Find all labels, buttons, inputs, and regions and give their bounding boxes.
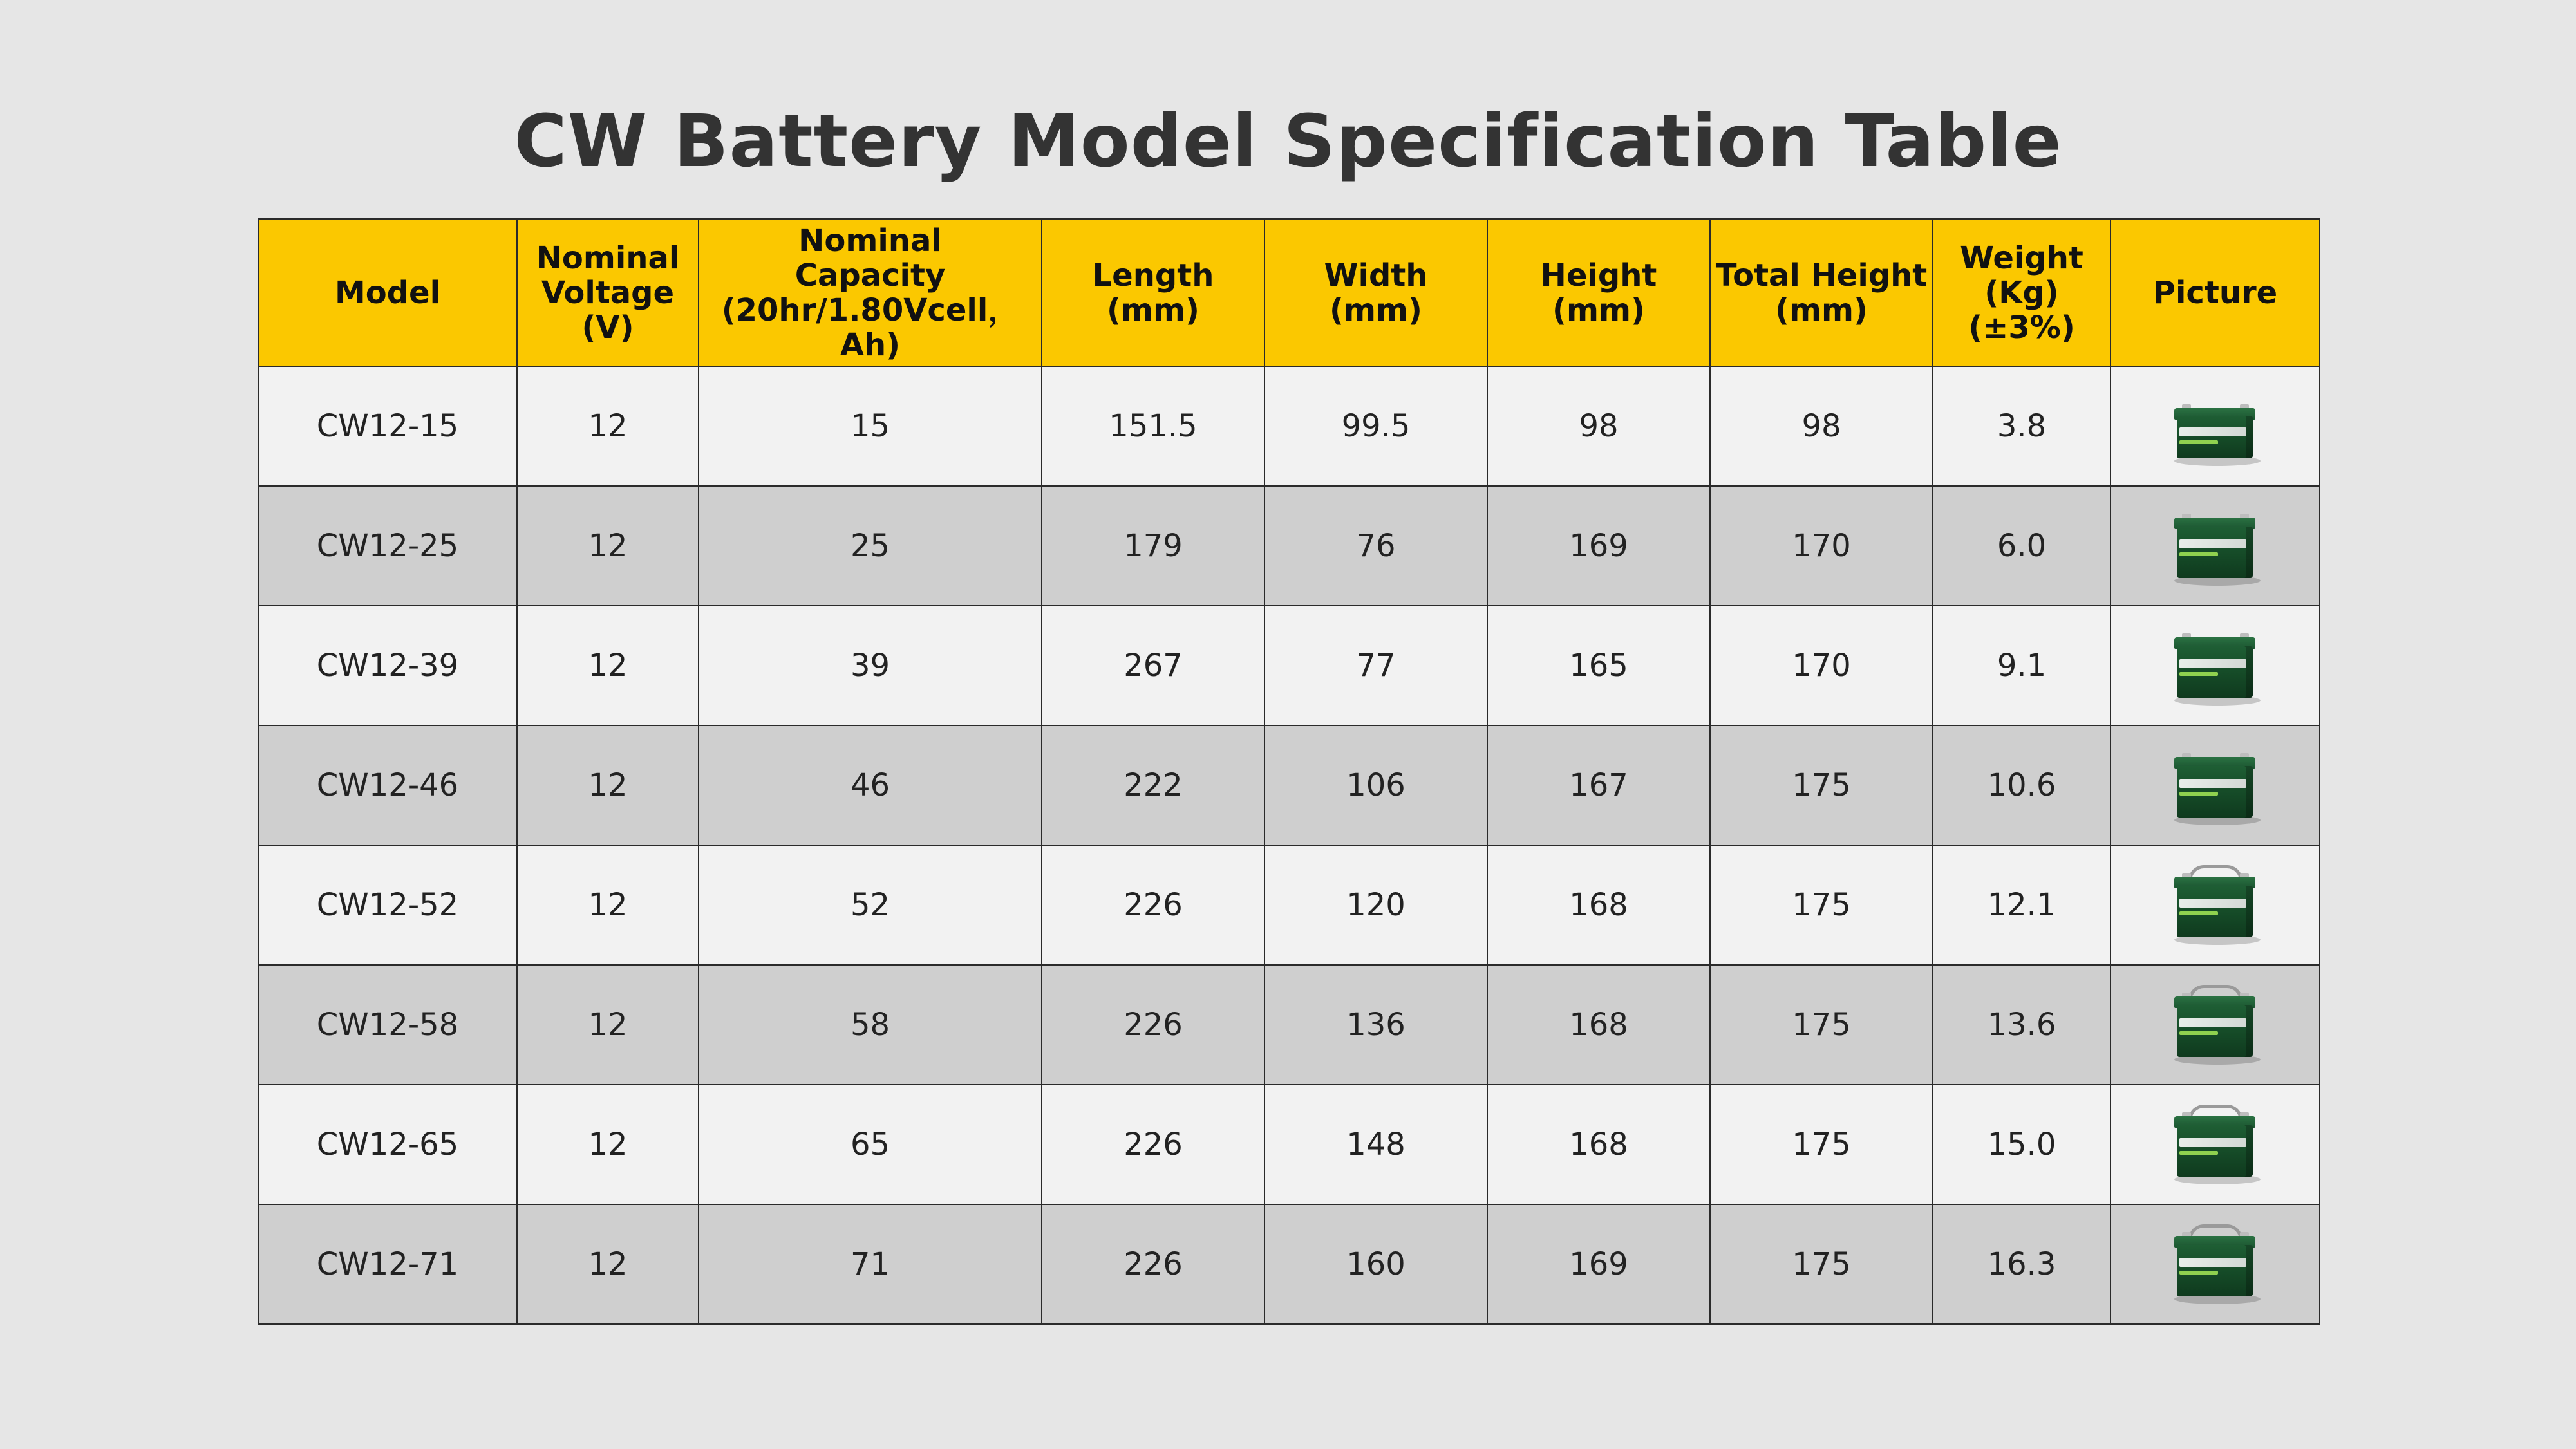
battery-with-handle-icon bbox=[2170, 989, 2261, 1061]
cell-voltage: 12 bbox=[517, 606, 699, 725]
cell-width: 76 bbox=[1264, 486, 1487, 606]
header-weight-line2: (Kg)(±3%) bbox=[1968, 274, 2075, 346]
battery-with-handle-icon bbox=[2170, 1228, 2261, 1300]
header-voltage-line1: Nominal bbox=[536, 239, 680, 276]
header-total-height-line2: (mm) bbox=[1775, 292, 1868, 328]
cell-voltage: 12 bbox=[517, 725, 699, 845]
cell-model: CW12-71 bbox=[258, 1204, 517, 1324]
cell-weight: 16.3 bbox=[1933, 1204, 2111, 1324]
battery-with-handle-icon bbox=[2170, 869, 2261, 941]
cell-capacity: 39 bbox=[699, 606, 1042, 725]
cell-length: 226 bbox=[1042, 1204, 1264, 1324]
battery-icon bbox=[2170, 749, 2261, 821]
cell-width: 136 bbox=[1264, 965, 1487, 1085]
header-voltage-line2: Voltage bbox=[541, 274, 675, 311]
cell-voltage: 12 bbox=[517, 965, 699, 1085]
spec-table bbox=[258, 218, 2320, 1325]
header-capacity-line2: Capacity bbox=[794, 257, 946, 294]
cell-capacity: 25 bbox=[699, 486, 1042, 606]
cell-voltage: 12 bbox=[517, 1085, 699, 1204]
cell-height: 165 bbox=[1487, 606, 1710, 725]
header-height-line1: Height bbox=[1540, 257, 1657, 294]
header-height bbox=[1487, 219, 1710, 366]
cell-picture bbox=[2111, 845, 2320, 965]
header-height-line2: (mm) bbox=[1552, 292, 1645, 328]
cell-width: 160 bbox=[1264, 1204, 1487, 1324]
cell-model: CW12-46 bbox=[258, 725, 517, 845]
table-row bbox=[258, 725, 2320, 845]
header-width-line1: Width bbox=[1324, 257, 1428, 294]
table-row bbox=[258, 606, 2320, 725]
cell-height: 168 bbox=[1487, 1085, 1710, 1204]
battery-with-handle-icon bbox=[2170, 1108, 2261, 1181]
cell-total-height: 175 bbox=[1710, 725, 1933, 845]
cell-model: CW12-58 bbox=[258, 965, 517, 1085]
cell-voltage: 12 bbox=[517, 845, 699, 965]
table-header-row bbox=[258, 219, 2320, 366]
cell-capacity: 46 bbox=[699, 725, 1042, 845]
cell-length: 226 bbox=[1042, 965, 1264, 1085]
battery-icon bbox=[2170, 630, 2261, 702]
cell-length: 267 bbox=[1042, 606, 1264, 725]
cell-model: CW12-15 bbox=[258, 366, 517, 486]
table-row bbox=[258, 486, 2320, 606]
header-width-line2: (mm) bbox=[1330, 292, 1422, 328]
cell-total-height: 98 bbox=[1710, 366, 1933, 486]
cell-length: 226 bbox=[1042, 1085, 1264, 1204]
header-total-height-line1: Total Height bbox=[1715, 257, 1928, 294]
cell-weight: 10.6 bbox=[1933, 725, 2111, 845]
header-length-line1: Length bbox=[1092, 257, 1214, 294]
header-capacity-line1: Nominal bbox=[798, 222, 942, 259]
cell-capacity: 71 bbox=[699, 1204, 1042, 1324]
cell-picture bbox=[2111, 606, 2320, 725]
cell-total-height: 175 bbox=[1710, 965, 1933, 1085]
cell-width: 148 bbox=[1264, 1085, 1487, 1204]
cell-weight: 9.1 bbox=[1933, 606, 2111, 725]
header-picture bbox=[2111, 219, 2320, 366]
page-title: CW Battery Model Specification Table bbox=[514, 100, 2062, 183]
cell-height: 169 bbox=[1487, 486, 1710, 606]
cell-height: 168 bbox=[1487, 965, 1710, 1085]
cell-weight: 15.0 bbox=[1933, 1085, 2111, 1204]
header-model bbox=[258, 219, 517, 366]
cell-length: 222 bbox=[1042, 725, 1264, 845]
cell-voltage: 12 bbox=[517, 366, 699, 486]
cell-model: CW12-52 bbox=[258, 845, 517, 965]
cell-length: 151.5 bbox=[1042, 366, 1264, 486]
cell-height: 168 bbox=[1487, 845, 1710, 965]
header-voltage bbox=[517, 219, 699, 366]
cell-width: 99.5 bbox=[1264, 366, 1487, 486]
header-weight bbox=[1933, 219, 2111, 366]
table-row bbox=[258, 845, 2320, 965]
cell-capacity: 15 bbox=[699, 366, 1042, 486]
cell-capacity: 65 bbox=[699, 1085, 1042, 1204]
cell-length: 179 bbox=[1042, 486, 1264, 606]
header-capacity-line3: (20hr/1.80Vcell，Ah) bbox=[721, 292, 1019, 363]
cell-total-height: 170 bbox=[1710, 606, 1933, 725]
header-length bbox=[1042, 219, 1264, 366]
cell-picture bbox=[2111, 965, 2320, 1085]
cell-model: CW12-39 bbox=[258, 606, 517, 725]
cell-weight: 6.0 bbox=[1933, 486, 2111, 606]
table-row bbox=[258, 1085, 2320, 1204]
header-length-line2: (mm) bbox=[1107, 292, 1199, 328]
battery-icon bbox=[2170, 390, 2261, 462]
battery-icon bbox=[2170, 510, 2261, 582]
header-total-height bbox=[1710, 219, 1933, 366]
cell-width: 120 bbox=[1264, 845, 1487, 965]
cell-capacity: 58 bbox=[699, 965, 1042, 1085]
cell-model: CW12-25 bbox=[258, 486, 517, 606]
cell-picture bbox=[2111, 1085, 2320, 1204]
cell-picture bbox=[2111, 1204, 2320, 1324]
cell-model: CW12-65 bbox=[258, 1085, 517, 1204]
cell-weight: 3.8 bbox=[1933, 366, 2111, 486]
cell-total-height: 175 bbox=[1710, 845, 1933, 965]
cell-weight: 13.6 bbox=[1933, 965, 2111, 1085]
table-row bbox=[258, 1204, 2320, 1324]
cell-total-height: 175 bbox=[1710, 1204, 1933, 1324]
header-width bbox=[1264, 219, 1487, 366]
header-picture-label: Picture bbox=[2152, 274, 2278, 311]
header-voltage-line3: (V) bbox=[581, 309, 634, 346]
header-capacity bbox=[699, 219, 1042, 366]
cell-width: 106 bbox=[1264, 725, 1487, 845]
header-weight-line1: Weight bbox=[1960, 239, 2083, 276]
cell-voltage: 12 bbox=[517, 1204, 699, 1324]
cell-picture bbox=[2111, 366, 2320, 486]
cell-capacity: 52 bbox=[699, 845, 1042, 965]
header-model-label: Model bbox=[334, 274, 441, 311]
cell-width: 77 bbox=[1264, 606, 1487, 725]
cell-height: 169 bbox=[1487, 1204, 1710, 1324]
cell-length: 226 bbox=[1042, 845, 1264, 965]
cell-picture bbox=[2111, 725, 2320, 845]
cell-total-height: 175 bbox=[1710, 1085, 1933, 1204]
cell-picture bbox=[2111, 486, 2320, 606]
cell-voltage: 12 bbox=[517, 486, 699, 606]
table-row bbox=[258, 366, 2320, 486]
table-row bbox=[258, 965, 2320, 1085]
cell-height: 167 bbox=[1487, 725, 1710, 845]
cell-total-height: 170 bbox=[1710, 486, 1933, 606]
cell-height: 98 bbox=[1487, 366, 1710, 486]
cell-weight: 12.1 bbox=[1933, 845, 2111, 965]
